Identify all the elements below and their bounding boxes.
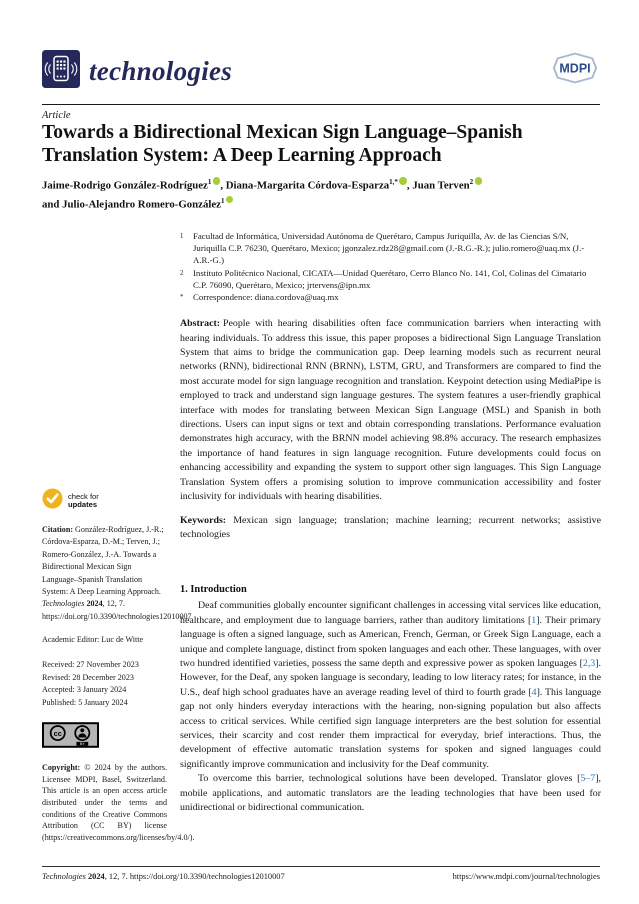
- reference-link[interactable]: 4: [531, 686, 537, 698]
- footer-citation: [42, 872, 285, 881]
- header: [42, 50, 600, 93]
- authors-line: [42, 175, 598, 212]
- check-icon: [42, 488, 63, 514]
- paragraph-text: ]. However, for the Deaf, any spoken language is secondary, leading to low literacy rates; for instance, in the U.S., deaf high school graduates have an average reading level of third to fourth grade [: [180, 657, 601, 698]
- date-received: Received: 27 November 2023: [42, 659, 139, 669]
- paragraph-text: ], mobile applications, and automatic translators are the leading technologies that have been used for unidirectional or bidirectional communication.: [180, 773, 601, 813]
- journal-brand: [42, 50, 232, 93]
- intro-paragraph-1: [180, 599, 601, 772]
- affiliation-sup: 2: [180, 269, 184, 277]
- orcid-icon[interactable]: [399, 177, 407, 185]
- page-title: Towards a Bidirectional Mexican Sign Language–Spanish Translation System: A Deep Learning Approach: [42, 122, 523, 166]
- article-dates: [42, 659, 167, 711]
- author-sup: 1: [207, 178, 212, 186]
- academic-editor: Academic Editor: Luc de Witte: [42, 635, 144, 645]
- keywords-text: Mexican sign language; translation; machine learning; recurrent networks; assistive technologies: [180, 514, 601, 540]
- paragraph-text: To overcome this barrier, technological solutions have been developed. Translator gloves [: [198, 773, 581, 785]
- reference-link[interactable]: 2,3: [582, 657, 596, 669]
- abstract-text: People with hearing disabilities often face communication barriers when interacting with hearing individuals. To address this issue, this paper proposes a bidirectional Sign Language Translation System that aims to bridge the communication gap. Deep learning models such as recurrent neural networks (RNN), bidirectional RNN (BRNN), LSTM, GRU, and Transformers are compared to find the most accurate model for sign language recognition and translation. Keypoint detection using MediaPipe is employed to track and understand sign language gestures. The system features a user-friendly graphical interface with modes for translating between Mexican Sign Language (MSL) and Spanish in both directions. Users can input signs or text and obtain corresponding translations. Performance evaluation demonstrates high accuracy, with the BRNN model achieving 98.8% accuracy. The research emphasizes the importance of hand features in sign language recognition. Future developments could focus on enhancing accessibility and expanding the system to support other sign languages. This Sign Language Translation System offers a promising solution to improve communication accessibility and foster inclusivity for individuals with hearing disabilities.: [180, 318, 601, 503]
- article-type-label: Article: [42, 110, 71, 121]
- affiliation-row: [180, 267, 601, 291]
- technologies-logo-icon: [42, 50, 80, 93]
- footer-journal-url[interactable]: https://www.mdpi.com/journal/technologies: [452, 872, 600, 881]
- author-name: Jaime-Rodrigo González-Rodríguez: [42, 179, 208, 192]
- section-heading-introduction: 1. Introduction: [180, 584, 247, 596]
- affiliation-row: [180, 230, 601, 267]
- paragraph-text: ]. This language gap not only hinders everyday interactions with the hearing, non-signing population but also affects access to critical services. While certified sign language interpreters are the best solution for essential services, their scarcity and cost render them impractical for everyday, brief interactions. Thus, the development of effective automatic translation systems for spoken and signed languages could significantly improve communication and inclusivity for the Deaf community.: [180, 686, 601, 770]
- date-revised: Revised: 28 December 2023: [42, 672, 134, 682]
- citation-body: González-Rodríguez, J.-R.; Córdova-Esparza, D.-M.; Terven, J.; Romero-González, J.-A. Towards a Bidirectional Mexican Sign Language–Spanish Translation System: A Deep Learning Approach.: [42, 525, 164, 597]
- copyright-label: Copyright:: [42, 763, 81, 773]
- copyright-text: © 2024 by the authors. Licensee MDPI, Basel, Switzerland. This article is an open access article distributed under the terms and conditions of the Creative Commons Attribution (CC BY) license (https://creativecommons.org/licenses/by/4.0/).: [42, 763, 195, 842]
- abstract-label: Abstract:: [180, 318, 221, 330]
- affiliation-sup: *: [180, 294, 184, 302]
- author-name: Juan Terven: [412, 179, 470, 192]
- reference-link[interactable]: 5–7: [580, 773, 596, 785]
- author-name: Diana-Margarita Córdova-Esparza: [225, 179, 390, 192]
- citation-journal: Technologies: [42, 599, 85, 609]
- footer-year: 2024: [85, 872, 105, 881]
- date-accepted: Accepted: 3 January 2024: [42, 685, 127, 695]
- citation-block: [42, 524, 192, 623]
- author-separator: ,: [220, 179, 226, 192]
- check-updates-badge[interactable]: [42, 488, 167, 514]
- sidebar: [42, 488, 195, 843]
- footer-rule: [42, 866, 600, 867]
- author-sup: 2: [469, 178, 474, 186]
- author-sup: 1: [220, 196, 225, 205]
- reference-link[interactable]: 1: [531, 614, 537, 626]
- author-name: Julio-Alejandro Romero-González: [62, 198, 221, 211]
- svg-text:cc: cc: [53, 729, 62, 739]
- keywords-label: Keywords:: [180, 514, 227, 526]
- footer-doi[interactable]: , 12, 7. https://doi.org/10.3390/technologies12010007: [104, 872, 285, 881]
- author-sup: 1,*: [389, 178, 398, 186]
- affiliation-text: Correspondence: diana.cordova@uaq.mx: [193, 292, 339, 303]
- orcid-icon[interactable]: [226, 196, 234, 204]
- paragraph-text: Deaf communities globally encounter significant challenges in accessing vital services like education, healthcare, and employment due to language barriers, rather than auditory limitations [: [180, 600, 601, 626]
- footer-journal: Technologies: [42, 872, 86, 881]
- mdpi-logo[interactable]: [550, 50, 600, 91]
- header-rule: [42, 104, 600, 105]
- affiliation-text: Facultad de Informática, Universidad Autónoma de Querétaro, Campus Juriquilla, Av. de las Ciencias S/N, Juriquilla C.P. 76230, Querétaro, Mexico; jgonzalez.rdz28@gmail.com (J.-R.G.-R.); julio.romero@uaq.mx (J.-A.R.-G.): [193, 231, 585, 266]
- svg-text:MDPI: MDPI: [559, 61, 591, 76]
- paragraph-text: ]. Their primary language is often a signed language, such as American, French, German, or Greek Sign Language, each a unique and complete language, distinct from spoken languages and each other. These languages, with over two hundred identified varieties, possess the same depth and expressive power as spoken languages [: [180, 614, 601, 669]
- affiliation-row: [180, 291, 601, 304]
- journal-wordmark: technologies: [89, 56, 233, 86]
- affiliation-sup: 1: [180, 233, 184, 240]
- citation-year: 2024: [84, 599, 103, 609]
- abstract: [180, 317, 601, 504]
- cc-by-badge[interactable]: [42, 722, 167, 753]
- check-updates-label: check for updates: [68, 491, 99, 509]
- copyright-block: [42, 762, 195, 843]
- citation-doi[interactable]: , 12, 7. https://doi.org/10.3390/technologies12010007: [42, 599, 192, 621]
- orcid-icon[interactable]: [475, 177, 483, 185]
- affiliation-text: Instituto Politécnico Nacional, CICATA—Unidad Querétaro, Cerro Blanco No. 141, Col, Colinas del Cimatario C.P. 76090, Querétaro, Mexico; jrtervens@ipn.mx: [193, 267, 587, 290]
- keywords: [180, 514, 601, 543]
- footer: [42, 872, 600, 881]
- intro-paragraph-2: [180, 772, 601, 815]
- svg-text:BY: BY: [79, 742, 85, 747]
- main-column: [180, 230, 601, 815]
- date-published: Published: 5 January 2024: [42, 698, 128, 708]
- citation-label: Citation:: [42, 525, 74, 534]
- author-separator: ,: [406, 179, 413, 192]
- author-separator: and: [42, 198, 63, 211]
